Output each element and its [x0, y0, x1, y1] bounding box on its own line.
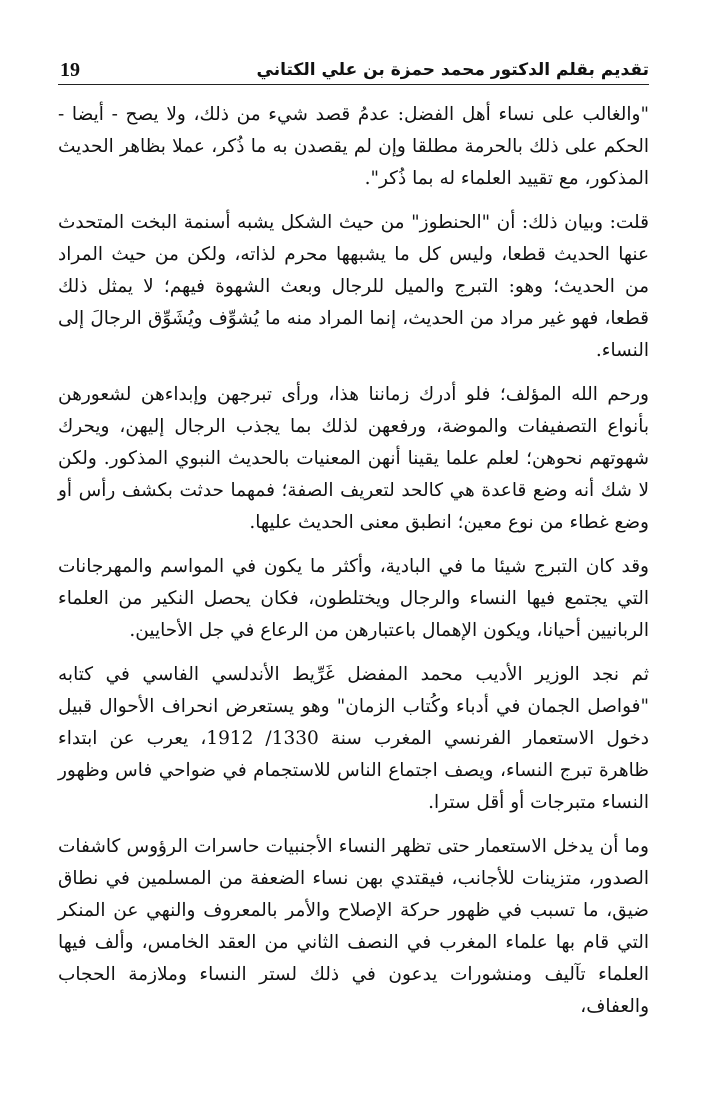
running-title: تقديم بقلم الدكتور محمد حمزة بن علي الكتاني [256, 60, 649, 80]
page-header [58, 58, 649, 85]
paragraph: "والغالب على نساء أهل الفضل: عدمُ قصد شيء من ذلك، ولا يصح - أيضا - الحكم على ذلك بالحرمة مطلقا وإن لم يقصدن به ما ذُكر، عملا بظاهر الحديث المذكور، مع تقييد العلماء له بما ذُكر". [58, 104, 649, 189]
paragraph: ثم نجد الوزير الأديب محمد المفضل غَرِّيط الأندلسي الفاسي في كتابه "فواصل الجمان في أدباء وكُتاب الزمان" وهو يستعرض انحراف الأحوال قبيل دخول الاستعمار الفرنسي المغرب سنة 1330/ 1912، يعرب عن ابتداء ظاهرة تبرج النساء، ويصف اجتماع الناس للاستجمام في ضواحي فاس وظهور النساء متبرجات أو أقل سترا. [58, 664, 649, 813]
paragraph: قلت: وبيان ذلك: أن "الحنطوز" من حيث الشكل يشبه أسنمة البخت المتحدث عنها الحديث قطعا، وليس كل ما يشبهها محرم لذاته، ولكن من حيث المراد من الحديث؛ وهو: التبرج والميل للرجال وبعث الشهوة فيهم؛ لا يمثل ذلك قطعا، فهو غير مراد من الحديث، إنما المراد منه ما يُشوِّف ويُشَوِّق الرجالَ إلى النساء. [58, 212, 649, 361]
paragraph: وقد كان التبرج شيئا ما في البادية، وأكثر ما يكون في المواسم والمهرجانات التي يجتمع فيها النساء والرجال ويختلطون، فكان يحصل النكير من العلماء الربانيين أحيانا، ويكون الإهمال باعتبارهن من الرعاع في جل الأحايين. [58, 556, 649, 641]
body-text [58, 99, 649, 1023]
page-number: 19 [60, 59, 80, 81]
paragraph: وما أن يدخل الاستعمار حتى تظهر النساء الأجنبيات حاسرات الرؤوس كاشفات الصدور، متزينات للأجانب، فيقتدي بهن نساء الضعفة من المسلمين في نطاق ضيق، ما تسبب في ظهور حركة الإصلاح والأمر بالمعروف والنهي عن المنكر التي قام بها علماء المغرب في النصف الثاني من العقد الخامس، وألف فيها العلماء تآليف ومنشورات يدعون في ذلك لستر النساء وملازمة الحجاب والعفاف، [58, 836, 649, 1017]
paragraph: ورحم الله المؤلف؛ فلو أدرك زماننا هذا، ورأى تبرجهن وإبداءهن لشعورهن بأنواع التصفيفات والموضة، ورفعهن لذلك بما يجذب الرجال إليهن، ويحرك شهوتهم نحوهن؛ لعلم علما يقينا أنهن المعنيات بالحديث النبوي المذكور. ولكن لا شك أنه وضع قاعدة هي كالحد لتعريف الصفة؛ فمهما حدثت بكشف رأس أو وضع غطاء من نوع معين؛ انطبق معنى الحديث عليها. [58, 384, 649, 533]
